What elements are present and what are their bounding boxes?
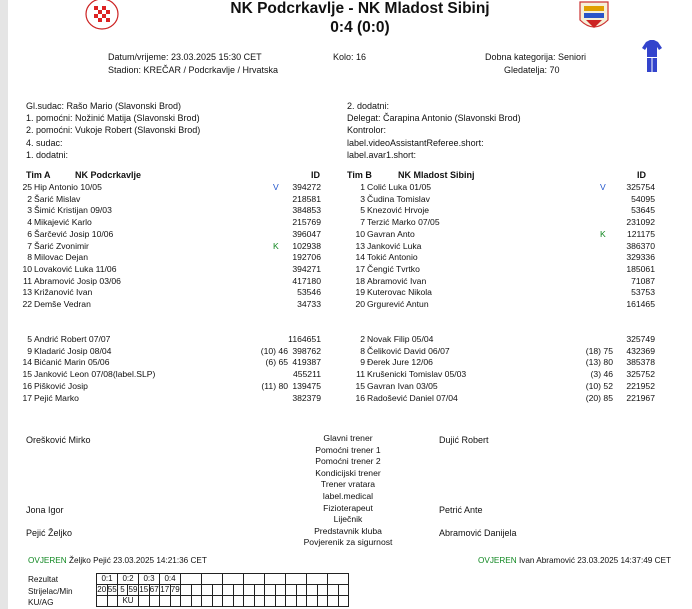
ku-ag-cell xyxy=(107,596,118,607)
player-name: Šarčević Josip 10/06 xyxy=(34,228,114,239)
player-row xyxy=(345,182,665,193)
team-b-label: Tim B xyxy=(347,170,372,180)
player-row xyxy=(345,264,665,275)
scoresheet-labels xyxy=(28,574,73,609)
player-id: 394272 xyxy=(292,182,321,192)
player-number: 3 xyxy=(360,193,365,204)
player-role-mark: K xyxy=(273,240,279,251)
player-name: Knezović Hrvoje xyxy=(367,205,430,216)
player-number: 14 xyxy=(355,252,365,263)
player-name: Kladarić Josip 08/04 xyxy=(34,345,112,356)
match-datetime: Datum/vrijeme: 23.03.2025 15:30 CET xyxy=(108,52,262,62)
spectators: Gledatelja: 70 xyxy=(504,65,560,75)
scorer-minute-cell xyxy=(328,585,339,596)
player-row xyxy=(18,229,338,240)
match-stadium: Stadion: KREČAR / Podcrkavlje / Hrvatska xyxy=(108,65,279,75)
staff-role: Liječnik xyxy=(333,514,363,525)
team-a-id-header: ID xyxy=(311,170,320,180)
team-b-id-header: ID xyxy=(637,170,646,180)
player-id: 329336 xyxy=(626,252,655,263)
player-id: 325752 xyxy=(626,369,655,380)
ku-ag-cell xyxy=(233,596,244,607)
player-id: 221952 xyxy=(626,380,655,391)
substitution-info: (20) 85 xyxy=(585,392,613,403)
player-row xyxy=(18,299,338,310)
ku-ag-cell xyxy=(170,596,181,607)
player-id: 382379 xyxy=(292,392,321,403)
result-cell xyxy=(244,574,265,585)
player-row xyxy=(18,252,338,263)
player-id: 394271 xyxy=(292,263,321,274)
substitution-info: (10) 52 xyxy=(585,380,613,391)
officials-right xyxy=(347,100,521,161)
player-name: Križanović Ivan xyxy=(34,287,93,298)
player-number: 8 xyxy=(27,252,32,263)
player-row xyxy=(345,287,665,298)
staff-role: Povjerenik za sigurnost xyxy=(303,537,393,548)
player-row xyxy=(345,346,665,357)
player-number: 7 xyxy=(360,217,365,228)
player-row xyxy=(18,287,338,298)
scoresheet-label: KU/AG xyxy=(28,598,54,607)
scorer-minute-cell xyxy=(286,585,297,596)
result-cell: 0:3 xyxy=(139,574,160,585)
player-row xyxy=(18,194,338,205)
player-id: 1164651 xyxy=(288,334,321,344)
player-id: 385378 xyxy=(626,357,655,368)
player-name: Đerek Jure 12/06 xyxy=(367,357,433,368)
staff-role: Pomoćni trener 2 xyxy=(315,456,381,467)
result-cell: 0:4 xyxy=(160,574,181,585)
team-a-head-coach: Orešković Mirko xyxy=(26,435,91,445)
player-number: 17 xyxy=(22,392,32,403)
player-name: Čeliković David 06/07 xyxy=(367,345,450,356)
player-number: 10 xyxy=(355,228,365,239)
player-number: 3 xyxy=(27,205,32,216)
player-number: 15 xyxy=(22,369,32,380)
jersey-icon xyxy=(641,40,663,74)
ku-ag-cell xyxy=(160,596,171,607)
player-number: 13 xyxy=(355,240,365,251)
team-a-verification xyxy=(28,556,207,565)
substitution-info: (3) 46 xyxy=(590,369,613,380)
scorer-minute-cell: 79 xyxy=(170,585,180,594)
player-number: 1 xyxy=(360,182,365,192)
official-line: Delegat: Čarapina Antonio (Slavonski Brod) xyxy=(347,113,521,124)
substitution-info: (10) 46 xyxy=(260,345,288,356)
official-line: 2. dodatni: xyxy=(347,101,390,111)
player-name: Šimić Kristijan 09/03 xyxy=(34,205,112,216)
ku-ag-cell xyxy=(254,596,265,607)
scorer-minute-cell: 5 xyxy=(118,585,128,596)
player-name: Grgurević Antun xyxy=(367,299,429,309)
player-number: 16 xyxy=(22,380,32,391)
ku-ag-cell xyxy=(328,596,339,607)
verified-label: OVJEREN xyxy=(28,556,67,565)
player-name: Pišković Josip xyxy=(34,380,88,391)
player-number: 7 xyxy=(27,240,32,251)
scorer-minute-cell xyxy=(254,585,265,596)
player-row xyxy=(345,252,665,263)
official-line: 2. pomoćni: Vukoje Robert (Slavonski Brod) xyxy=(26,125,201,136)
player-row xyxy=(345,381,665,392)
player-role-mark: V xyxy=(273,182,279,192)
player-id: 53753 xyxy=(631,287,655,298)
player-number: 18 xyxy=(355,275,365,286)
player-row xyxy=(18,182,338,193)
player-name: Mikajević Karlo xyxy=(34,217,92,228)
player-name: Demše Vedran xyxy=(34,299,91,309)
player-number: 17 xyxy=(355,263,365,274)
match-score: 0:4 (0:0) xyxy=(330,19,390,36)
player-row xyxy=(345,299,665,310)
player-name: Krušenicki Tomislav 05/03 xyxy=(367,369,467,380)
player-name: Gavran Anto xyxy=(367,228,415,239)
result-cell: 0:1 xyxy=(97,574,118,585)
scorer-minute-cell xyxy=(307,585,318,596)
player-id: 325749 xyxy=(626,334,655,344)
staff-role: Trener vratara xyxy=(320,479,376,490)
ku-ag-cell xyxy=(97,596,108,607)
player-name: Čengić Tvrtko xyxy=(367,263,420,274)
result-cell xyxy=(286,574,307,585)
player-row xyxy=(18,393,338,404)
player-row xyxy=(18,264,338,275)
player-role-mark: K xyxy=(600,228,606,239)
player-number: 5 xyxy=(27,334,32,344)
scoresheet-label: Rezultat xyxy=(28,575,59,584)
player-id: 432369 xyxy=(626,345,655,356)
player-number: 9 xyxy=(27,345,32,356)
player-number: 11 xyxy=(356,369,365,380)
player-name: Milovac Dejan xyxy=(34,252,88,263)
match-title: NK Podcrkavlje - NK Mladost Sibinj xyxy=(230,0,490,17)
player-id: 34733 xyxy=(297,299,321,309)
player-row xyxy=(18,357,338,368)
substitution-info: (6) 65 xyxy=(265,357,288,368)
scorer-minute-cell xyxy=(191,585,202,596)
scorer-minute-cell xyxy=(275,585,286,596)
player-id: 185061 xyxy=(626,263,655,274)
verified-label: OVJEREN xyxy=(478,556,517,565)
staff-roles xyxy=(248,433,448,549)
player-name: Andrić Robert 07/07 xyxy=(34,334,111,344)
player-number: 16 xyxy=(355,392,365,403)
scorer-minute-cell xyxy=(212,585,223,596)
player-row xyxy=(18,205,338,216)
player-row xyxy=(18,276,338,287)
team-a-representative: Pejić Željko xyxy=(26,528,73,538)
team-b-head-coach: Dujić Robert xyxy=(439,435,489,445)
staff-role: Pomoćni trener 1 xyxy=(315,444,381,455)
team-a-physio: Jona Igor xyxy=(26,505,64,515)
ku-ag-cell xyxy=(275,596,286,607)
ku-ag-cell xyxy=(149,596,160,607)
team-b-physio: Petrić Ante xyxy=(439,505,483,515)
staff-role: Predstavnik kluba xyxy=(314,525,382,536)
player-id: 54095 xyxy=(631,193,655,204)
scorer-minute-cell: 67 xyxy=(149,585,159,594)
scorer-minute-cell xyxy=(317,585,328,596)
official-line: 4. sudac: xyxy=(26,137,63,148)
player-id: 161465 xyxy=(626,299,655,309)
player-row xyxy=(345,194,665,205)
staff-role: label.medical xyxy=(322,490,374,501)
scorer-minute-cell xyxy=(223,585,234,596)
scorer-minute-cell xyxy=(244,585,255,596)
player-id: 396047 xyxy=(292,228,321,239)
scorer-minute-cell xyxy=(265,585,276,596)
player-row xyxy=(345,393,665,404)
official-line: Gl.sudac: Rašo Mario (Slavonski Brod) xyxy=(26,101,182,111)
player-name: Gavran Ivan 03/05 xyxy=(367,380,438,391)
ku-ag-cell xyxy=(265,596,276,607)
player-number: 19 xyxy=(355,287,365,298)
player-name: Šarić Mislav xyxy=(34,193,81,204)
ku-ag-cell xyxy=(307,596,318,607)
player-number: 22 xyxy=(22,299,32,309)
player-number: 15 xyxy=(355,380,365,391)
player-id: 398762 xyxy=(292,345,321,356)
ku-ag-cell xyxy=(286,596,297,607)
player-id: 218581 xyxy=(292,193,321,204)
ku-ag-cell xyxy=(212,596,223,607)
age-category: Dobna kategorija: Seniori xyxy=(485,52,587,62)
player-name: Šarić Zvonimir xyxy=(34,240,89,251)
ku-ag-cell xyxy=(139,596,150,607)
player-number: 20 xyxy=(355,299,365,309)
player-name: Terzić Marko 07/05 xyxy=(367,217,440,228)
official-line: label.avar1.short: xyxy=(347,149,417,160)
result-cell xyxy=(181,574,202,585)
player-id: 215769 xyxy=(292,217,321,228)
scorer-minute-cell: 55 xyxy=(107,585,117,594)
player-number: 4 xyxy=(27,217,32,228)
player-row xyxy=(345,369,665,380)
player-row xyxy=(18,241,338,252)
player-id: 417180 xyxy=(292,275,321,286)
player-name: Kuterovac Nikola xyxy=(367,287,432,298)
player-row xyxy=(345,217,665,228)
player-id: 192706 xyxy=(292,252,321,263)
player-id: 102938 xyxy=(292,240,321,251)
result-cell xyxy=(202,574,223,585)
ku-ag-cell: KU xyxy=(118,596,139,607)
staff-role: Kondicijski trener xyxy=(315,467,381,478)
player-number: 11 xyxy=(23,275,32,286)
scorer-minute-cell: 17 xyxy=(160,585,170,594)
verification-text: Ivan Abramović 23.03.2025 14:37:49 CET xyxy=(518,556,671,565)
player-name: Čudina Tomislav xyxy=(367,193,430,204)
player-name: Lovaković Luka 11/06 xyxy=(34,263,117,274)
ku-ag-cell xyxy=(223,596,234,607)
scoresheet-table xyxy=(96,573,349,607)
scorer-minute-cell xyxy=(338,585,349,596)
officials-left xyxy=(26,100,200,161)
player-name: Abramović Josip 03/06 xyxy=(34,275,121,286)
staff-role: Glavni trener xyxy=(323,433,373,443)
ku-ag-cell xyxy=(317,596,328,607)
player-id: 121175 xyxy=(626,228,655,239)
player-row xyxy=(345,205,665,216)
scorer-minute-cell: 59 xyxy=(128,585,138,594)
away-club-crest-icon xyxy=(576,0,612,36)
scorer-minute-cell xyxy=(202,585,213,596)
official-line: label.videoAssistantReferee.short: xyxy=(347,137,484,148)
player-name: Tokić Antonio xyxy=(367,252,418,263)
substitution-info: (13) 80 xyxy=(585,357,613,368)
player-row xyxy=(345,334,665,345)
scorer-minute-cell xyxy=(296,585,307,596)
player-number: 2 xyxy=(27,193,32,204)
player-id: 53546 xyxy=(297,287,321,298)
ku-ag-cell xyxy=(296,596,307,607)
player-number: 8 xyxy=(360,345,365,356)
player-row xyxy=(18,346,338,357)
team-a-name: NK Podcrkavlje xyxy=(75,170,142,180)
player-row xyxy=(18,381,338,392)
result-cell xyxy=(307,574,328,585)
player-id: 455211 xyxy=(292,369,321,380)
player-name: Pejić Marko xyxy=(34,392,79,403)
player-row xyxy=(345,276,665,287)
player-number: 9 xyxy=(360,357,365,368)
page-edge xyxy=(0,0,8,609)
official-line: Kontrolor: xyxy=(347,125,387,136)
player-row xyxy=(345,357,665,368)
player-number: 25 xyxy=(22,182,32,192)
player-name: Bićanić Marin 05/06 xyxy=(34,357,110,368)
scorer-minute-cell xyxy=(181,585,192,596)
player-number: 6 xyxy=(27,228,32,239)
ku-ag-cell xyxy=(202,596,213,607)
ku-ag-cell xyxy=(338,596,349,607)
result-cell xyxy=(328,574,349,585)
official-line: 1. pomoćni: Nožinić Matija (Slavonski Brod) xyxy=(26,113,200,124)
player-id: 139475 xyxy=(292,380,321,391)
scoresheet-label: Strijelac/Min xyxy=(28,586,73,596)
player-id: 384853 xyxy=(292,205,321,216)
player-id: 386370 xyxy=(626,240,655,251)
team-b-name: NK Mladost Sibinj xyxy=(398,170,475,180)
player-row xyxy=(18,369,338,380)
result-cell: 0:2 xyxy=(118,574,139,585)
player-number: 14 xyxy=(22,357,32,368)
scorer-minute-cell: 20 xyxy=(97,585,107,594)
player-number: 13 xyxy=(22,287,32,298)
team-a-label: Tim A xyxy=(26,170,51,180)
player-name: Janković Leon 07/08(label.SLP) xyxy=(34,369,156,380)
home-club-crest-icon xyxy=(84,0,120,32)
result-cell xyxy=(265,574,286,585)
player-row xyxy=(345,241,665,252)
result-cell xyxy=(223,574,244,585)
verification-text: Željko Pejić 23.03.2025 14:21:36 CET xyxy=(68,556,207,565)
player-name: Janković Luka xyxy=(367,240,422,251)
player-id: 231092 xyxy=(626,217,655,228)
player-number: 10 xyxy=(22,263,32,274)
substitution-info: (11) 80 xyxy=(261,380,288,391)
substitution-info: (18) 75 xyxy=(585,345,613,356)
player-name: Hip Antonio 10/05 xyxy=(34,182,102,192)
staff-role: Fizioterapeut xyxy=(323,502,373,513)
player-id: 325754 xyxy=(626,182,655,192)
ku-ag-cell xyxy=(181,596,192,607)
player-row xyxy=(345,229,665,240)
ku-ag-cell xyxy=(244,596,255,607)
player-id: 53645 xyxy=(631,205,655,216)
ku-ag-cell xyxy=(191,596,202,607)
team-b-verification xyxy=(478,556,671,565)
player-id: 71087 xyxy=(631,275,655,286)
official-line: 1. dodatni: xyxy=(26,149,69,160)
player-name: Abramović Ivan xyxy=(367,275,427,286)
scorer-minute-cell xyxy=(233,585,244,596)
player-row xyxy=(18,217,338,228)
player-number: 2 xyxy=(360,334,365,344)
player-role-mark: V xyxy=(600,182,606,192)
player-name: Novak Filip 05/04 xyxy=(367,334,434,344)
team-b-representative: Abramović Danijela xyxy=(439,528,517,538)
player-name: Radošević Daniel 07/04 xyxy=(367,392,458,403)
match-round: Kolo: 16 xyxy=(333,52,367,62)
player-name: Colić Luka 01/05 xyxy=(367,182,432,192)
player-id: 221967 xyxy=(626,392,655,403)
player-number: 5 xyxy=(360,205,365,216)
player-id: 419387 xyxy=(292,357,321,368)
scorer-minute-cell: 15 xyxy=(139,585,149,594)
player-row xyxy=(18,334,338,345)
